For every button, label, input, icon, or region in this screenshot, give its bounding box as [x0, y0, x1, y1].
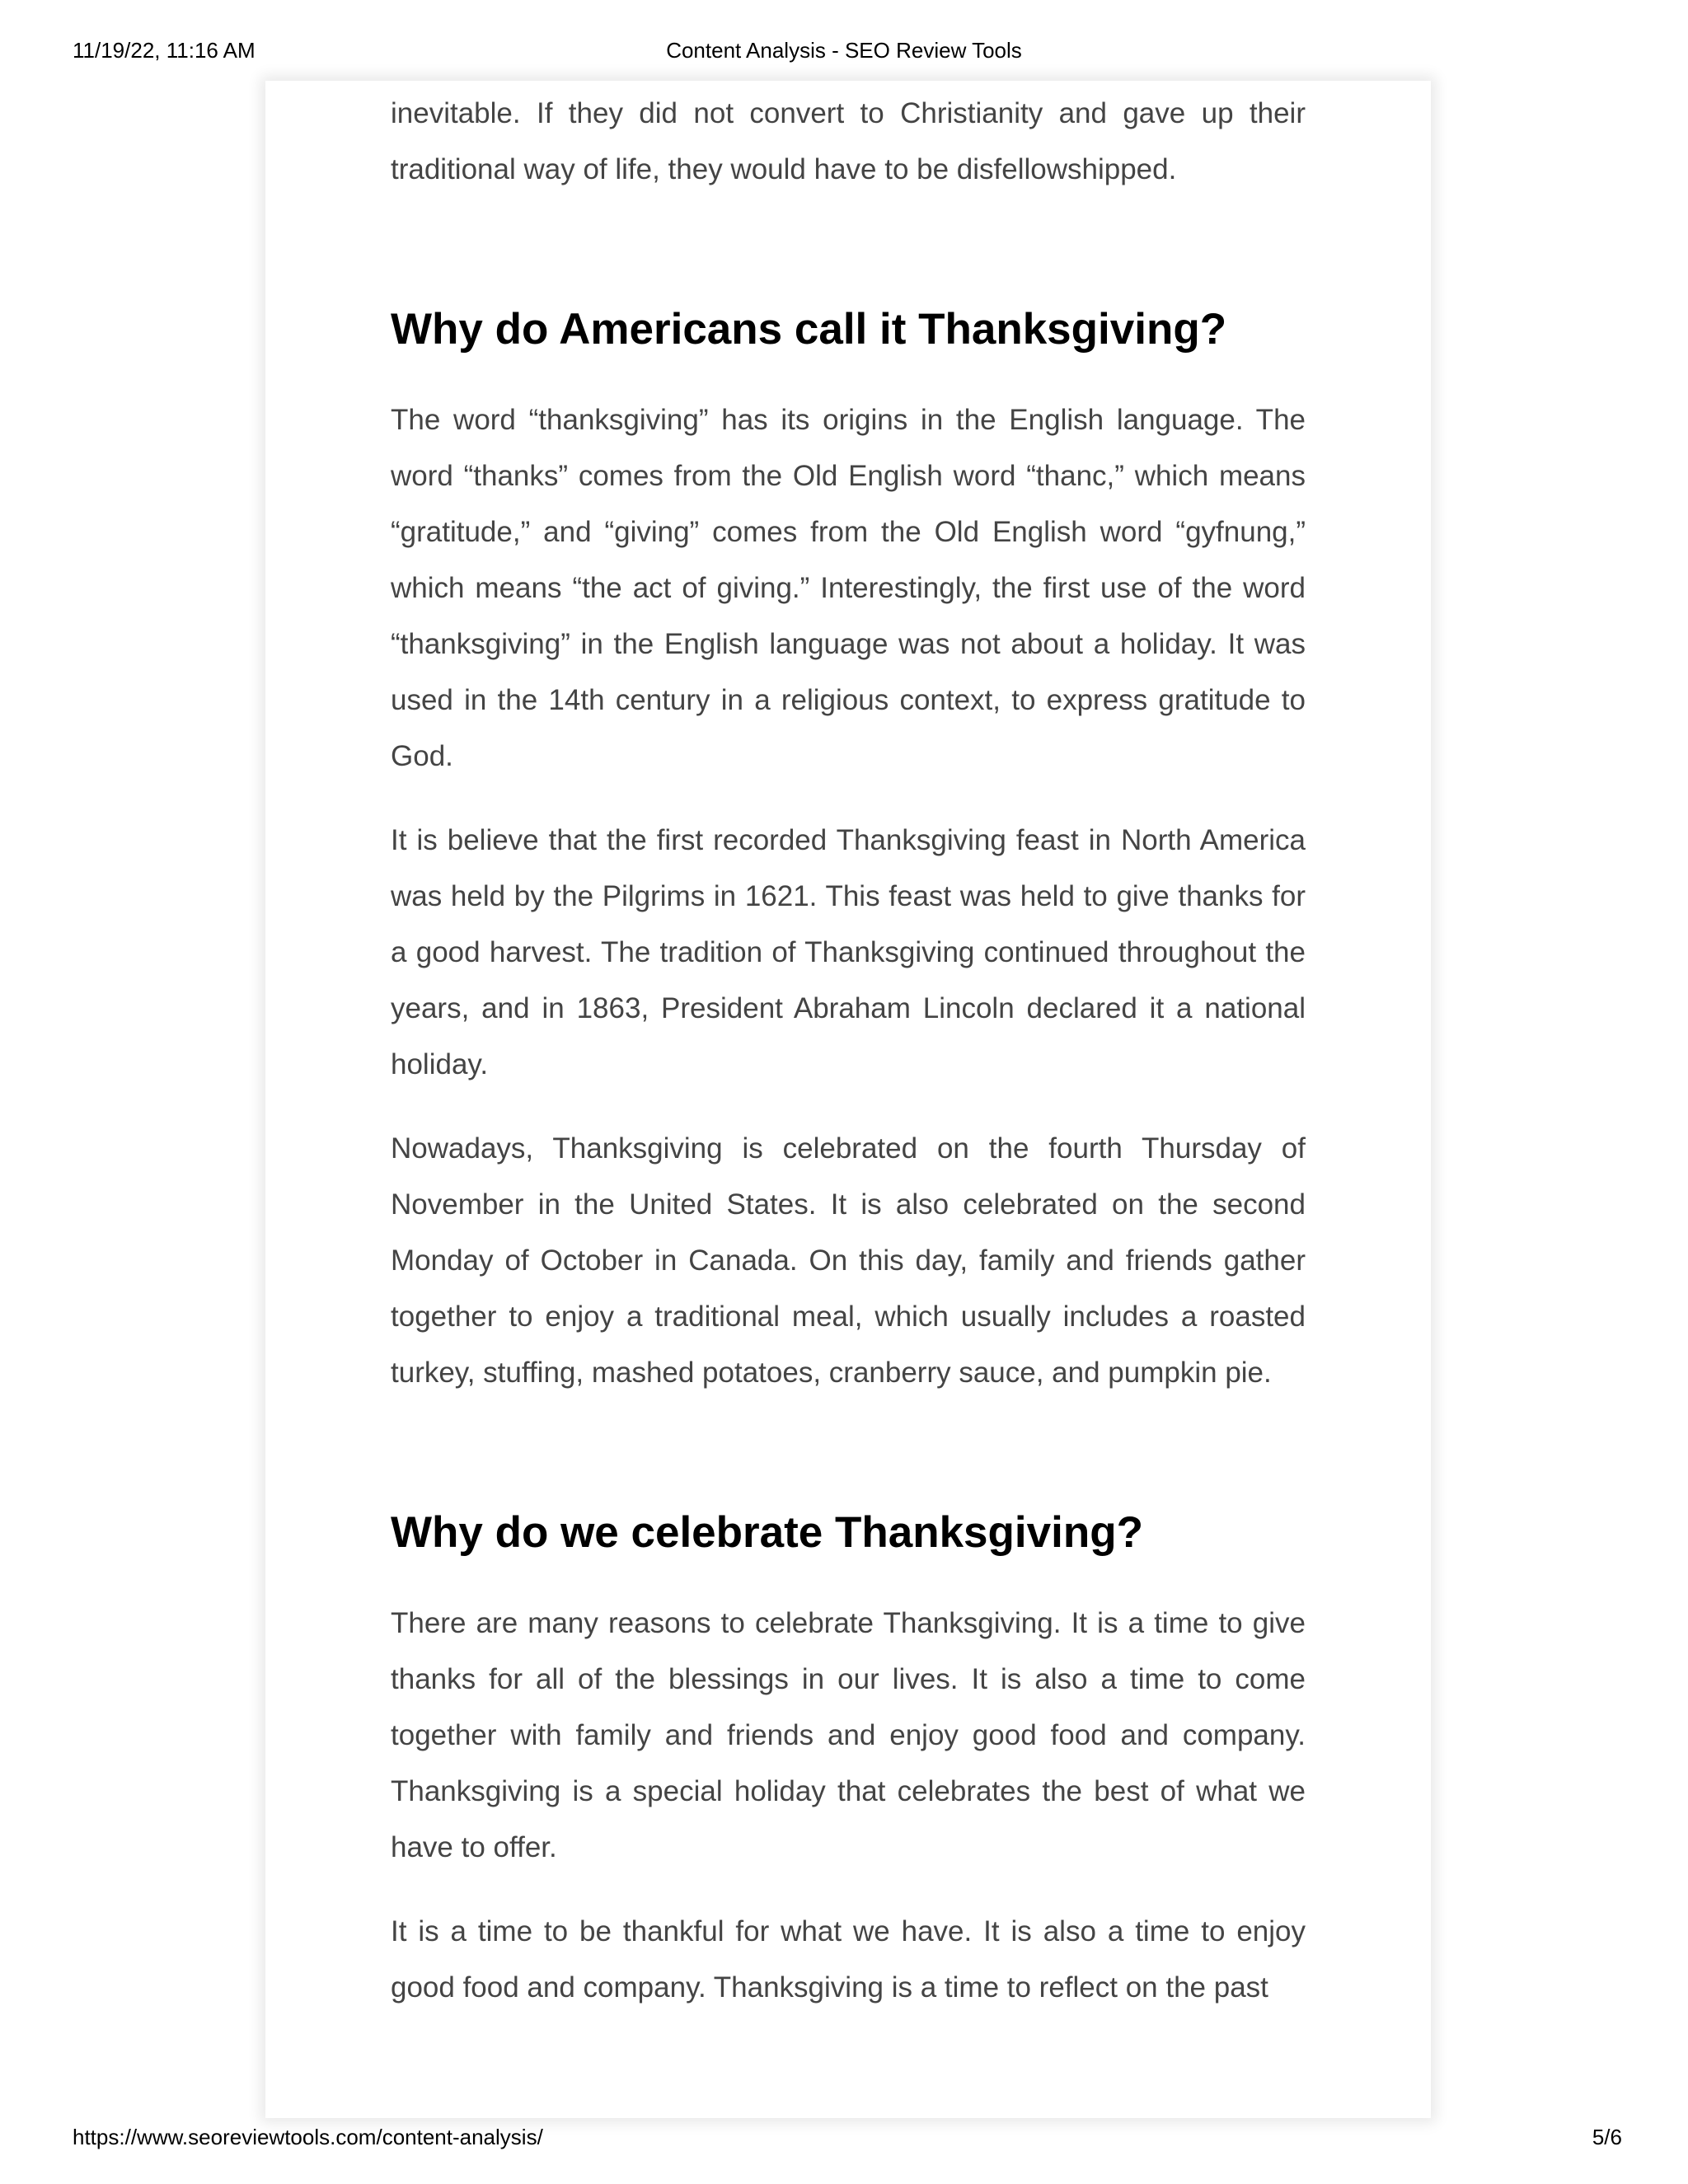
section-paragraph: The word “thanksgiving” has its origins in the English language. The word “thanks” comes from the Old English word “thanc,” which means “gratitude,” and “giving” comes from the Old English word “gyfnung,” which means “the act of giving.” Interestingly, the first use of the word “thanksgiving” in the English language was not about a holiday. It was used in the 14th century in a religious context, to express gratitude to God.	[391, 404, 1306, 772]
section-paragraph: It is believe that the first recorded Thanksgiving feast in North America was held by the Pilgrims in 1621. This feast was held to give thanks for a good harvest. The tradition of Thanksgiving continued throughout the years, and in 1863, President Abraham Lincoln declared it a national holiday.	[391, 824, 1306, 1080]
print-page-number: 5/6	[1592, 2125, 1622, 2149]
article-page-card	[265, 81, 1431, 2118]
article-body	[391, 81, 1306, 2016]
section-heading: Why do Americans call it Thanksgiving?	[391, 305, 1227, 354]
section-heading: Why do we celebrate Thanksgiving?	[391, 1508, 1143, 1557]
print-footer	[0, 2125, 1688, 2158]
print-url: https://www.seoreviewtools.com/content-analysis/	[73, 2125, 543, 2149]
print-header	[0, 38, 1688, 71]
section-paragraph: It is a time to be thankful for what we have. It is also a time to enjoy good food and company. Thanksgiving is a time to reflect on the past	[391, 1915, 1306, 2004]
intro-paragraph: inevitable. If they did not convert to Christianity and gave up their traditional way of life, they would have to be disfellowshipped.	[391, 97, 1306, 185]
section-paragraph: There are many reasons to celebrate Thanksgiving. It is a time to give thanks for all of the blessings in our lives. It is also a time to come together with family and friends and enjoy good food and company. Thanksgiving is a special holiday that celebrates the best of what we have to offer.	[391, 1607, 1306, 1863]
print-datetime: 11/19/22, 11:16 AM	[73, 38, 256, 63]
print-page-title: Content Analysis - SEO Review Tools	[666, 38, 1022, 63]
section-paragraph: Nowadays, Thanksgiving is celebrated on the fourth Thursday of November in the United States. It is also celebrated on the second Monday of October in Canada. On this day, family and friends gather together to enjoy a traditional meal, which usually includes a roasted turkey, stuffing, mashed potatoes, cranberry sauce, and pumpkin pie.	[391, 1132, 1306, 1389]
